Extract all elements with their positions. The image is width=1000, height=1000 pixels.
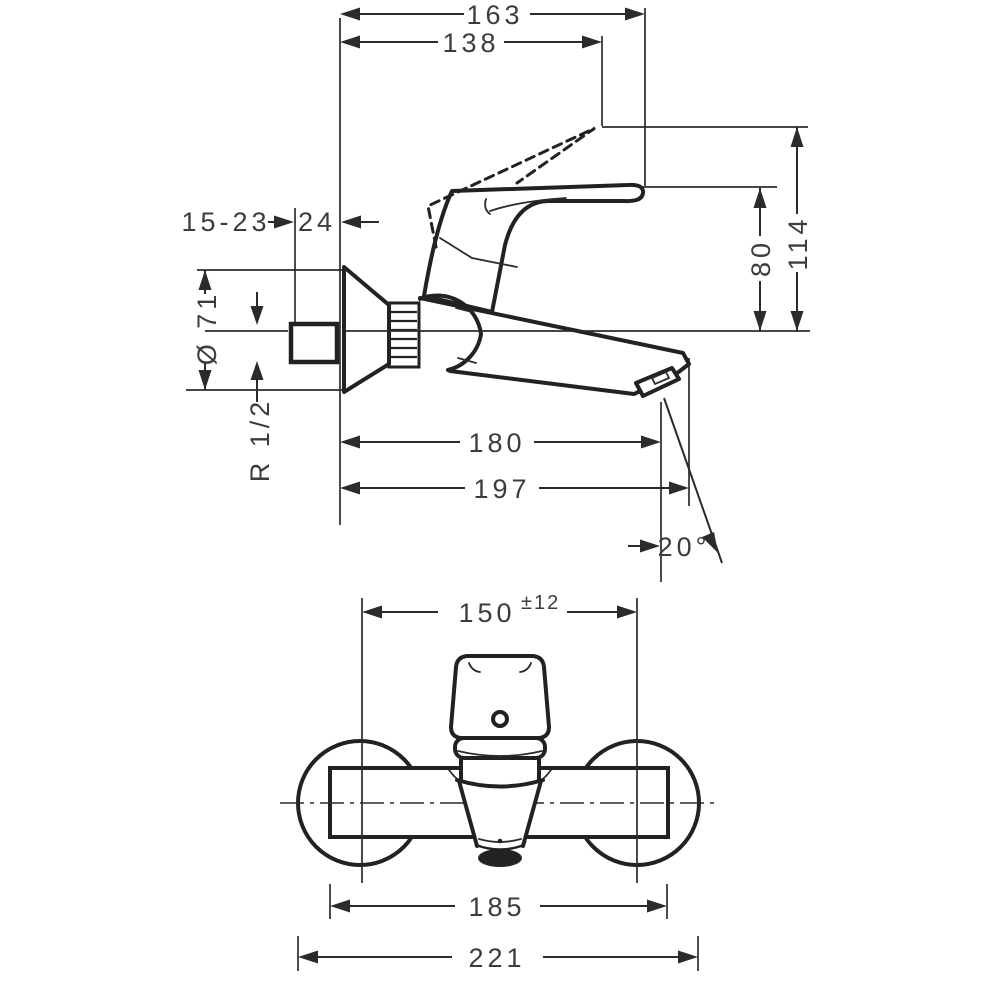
dim-spout-reach bbox=[340, 428, 661, 458]
dim-label-138: 138 bbox=[442, 28, 500, 58]
dim-label-197: 197 bbox=[473, 474, 531, 504]
dim-height-total bbox=[783, 127, 813, 331]
dim-label-24: 24 bbox=[297, 207, 337, 237]
dim-spout-reach-total bbox=[340, 474, 689, 504]
escutcheon-cone bbox=[344, 267, 389, 392]
dim-reach-overall bbox=[340, 0, 645, 30]
dim-label-r12: R 1/2 bbox=[245, 397, 275, 483]
handle-pin-hole bbox=[493, 712, 507, 726]
threaded-connector bbox=[389, 303, 419, 367]
collar-front bbox=[455, 738, 545, 758]
thread-nipple bbox=[291, 324, 337, 362]
dim-body-width bbox=[330, 884, 667, 922]
dim-label-dia71: Ø 71 bbox=[192, 290, 222, 366]
dim-overall-width bbox=[298, 936, 698, 973]
aerator-front bbox=[478, 849, 522, 867]
dim-height-handle bbox=[746, 188, 776, 331]
dim-label-150-tol: ±12 bbox=[521, 592, 561, 614]
mixer-front-view bbox=[280, 598, 720, 883]
mixer-side-view bbox=[291, 128, 689, 396]
dim-label-180: 180 bbox=[468, 428, 526, 458]
dim-label-185: 185 bbox=[468, 892, 526, 922]
dim-connection-centers bbox=[362, 592, 637, 628]
dim-label-15-23: 15-23 bbox=[181, 207, 271, 237]
dim-thread bbox=[245, 292, 275, 482]
dim-label-150: 150 bbox=[458, 598, 516, 628]
dim-label-221: 221 bbox=[468, 943, 526, 973]
dim-reach-handle bbox=[340, 28, 602, 58]
dim-spout-angle bbox=[628, 398, 722, 563]
dim-label-20deg: 20° bbox=[657, 532, 711, 562]
dim-label-80: 80 bbox=[746, 238, 776, 278]
dim-label-114: 114 bbox=[783, 215, 813, 271]
reference-lines-side bbox=[340, 8, 808, 525]
dim-label-163: 163 bbox=[466, 0, 524, 30]
